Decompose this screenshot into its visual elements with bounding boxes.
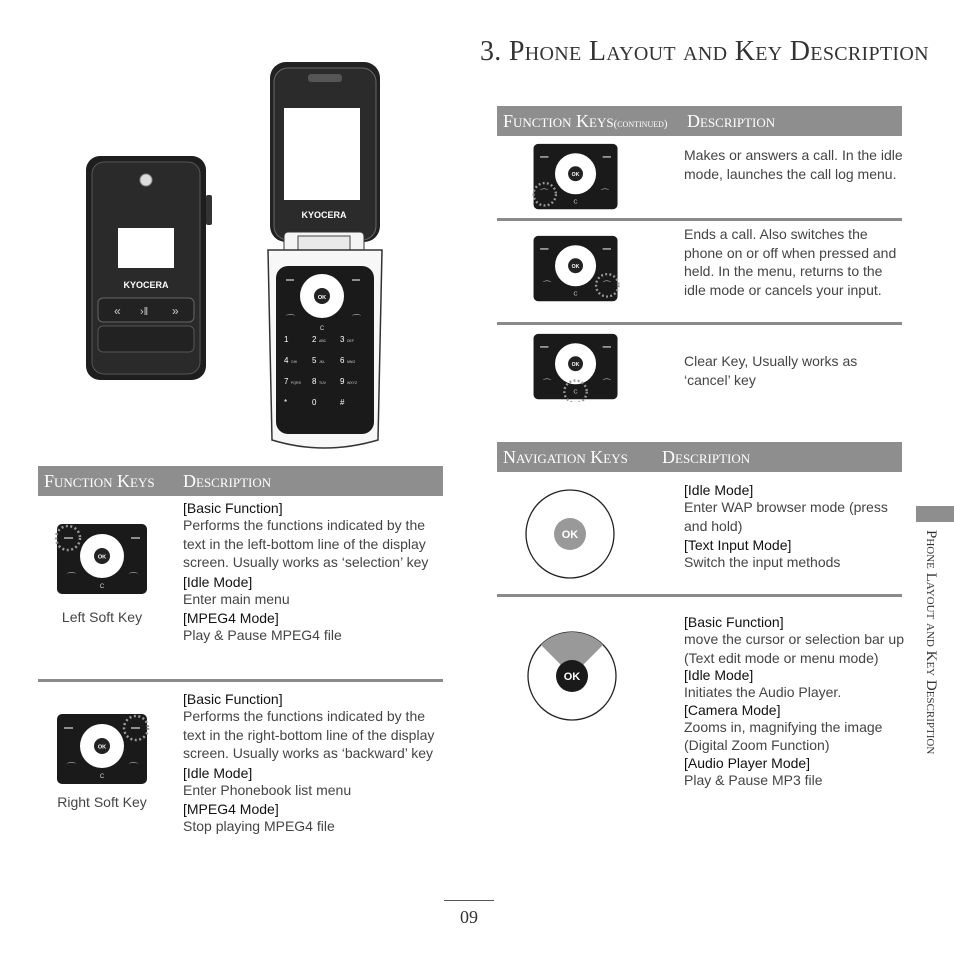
phone-open-illustration xyxy=(264,60,389,455)
keypad-letters-9: WXYZ xyxy=(347,381,358,385)
function-keys-continued-header: Function Keys(continued) Description xyxy=(497,106,902,136)
svg-text:»: » xyxy=(172,304,179,318)
clear-key-image xyxy=(531,332,621,407)
keypad-key-1: 1 xyxy=(284,335,289,344)
keypad-letters-4: GHI xyxy=(291,360,298,364)
nav-up-key-description: [Basic Function] move the cursor or selection bar up (Text edit mode or menu mode) [Idle Mode] Initiates the Audio Player. [Camera Mode] Zooms in, magnifying the image (Digital Zoom Function) [Audio Player Mode] Play & Pause MP3 file xyxy=(684,614,904,788)
page-title: 3. Phone Layout and Key Description xyxy=(480,36,929,67)
svg-text:OK: OK xyxy=(561,529,579,541)
left-soft-key-image xyxy=(55,522,150,602)
right-soft-key-image xyxy=(55,712,150,792)
svg-text:C: C xyxy=(99,584,105,590)
phone-closed-illustration xyxy=(80,150,215,390)
keypad-key-8: 8 xyxy=(312,377,317,386)
left-soft-key-caption: Left Soft Key xyxy=(61,609,143,625)
svg-text:OK: OK xyxy=(571,264,580,271)
keypad-key-9: 9 xyxy=(340,377,345,386)
nav-ok-key-image xyxy=(524,488,616,585)
svg-text:⌒: ⌒ xyxy=(542,280,552,291)
svg-text:⌒: ⌒ xyxy=(542,378,552,389)
keypad-letters-2: ABC xyxy=(319,339,327,343)
svg-text:⌒: ⌒ xyxy=(352,314,362,324)
side-tab-label: Phone Layout and Key Description xyxy=(923,530,939,755)
nav-table-divider xyxy=(497,594,902,597)
svg-text:OK: OK xyxy=(571,172,580,179)
svg-text:⌒: ⌒ xyxy=(600,188,610,199)
svg-text:⌒: ⌒ xyxy=(602,280,611,291)
svg-text:«: « xyxy=(114,304,121,318)
svg-text:⌒: ⌒ xyxy=(67,572,77,582)
keypad-key-7: 7 xyxy=(284,377,289,386)
function-table-divider-2 xyxy=(497,322,902,325)
end-key-description: Ends a call. Also switches the phone on or off when pressed and held. In the menu, returns to the idle mode or cancels your input. xyxy=(684,226,897,298)
keypad-letters-5: JKL xyxy=(319,360,326,364)
brand-logo-closed: KYOCERA xyxy=(123,280,169,290)
left-soft-key-description: [Basic Function] Performs the functions indicated by the text in the left-bottom line of the display screen. Usually works as ‘selection’ key [Idle Mode] Enter main menu [MPEG4 Mode] Play & Pause MPEG4 file xyxy=(183,500,429,643)
svg-text:⌒: ⌒ xyxy=(286,314,296,324)
send-key-image xyxy=(531,142,621,217)
keypad-key-0: 0 xyxy=(312,398,317,407)
right-soft-key-description: [Basic Function] Performs the functions indicated by the text in the right-bottom line of the display screen. Usually works as ‘backward’ key [Idle Mode] Enter Phonebook list menu [MPEG4 Mode] Stop playing MPEG4 file xyxy=(183,691,435,834)
keypad-letters-8: TUV xyxy=(319,381,326,385)
svg-text:C: C xyxy=(99,774,105,780)
svg-text:⌒: ⌒ xyxy=(67,762,77,772)
svg-text:C: C xyxy=(319,326,325,332)
svg-text:C: C xyxy=(573,291,578,298)
brand-logo-open: KYOCERA xyxy=(301,210,347,220)
svg-text:OK: OK xyxy=(97,744,107,751)
keypad-key-3: 3 xyxy=(340,335,345,344)
left-table-header: Function Keys Description xyxy=(38,466,443,496)
right-soft-key-caption: Right Soft Key xyxy=(57,794,147,810)
svg-text:C: C xyxy=(573,199,578,206)
function-table-divider-1 xyxy=(497,218,902,221)
navigation-keys-header: Navigation Keys Description xyxy=(497,442,902,472)
page-number: 09 xyxy=(444,900,494,928)
keypad-key-6: 6 xyxy=(340,356,345,365)
svg-text:⌒: ⌒ xyxy=(540,188,549,199)
svg-text:›‖: ›‖ xyxy=(140,306,149,318)
svg-text:C: C xyxy=(573,389,578,396)
svg-text:⌒: ⌒ xyxy=(602,378,611,389)
svg-text:⌒: ⌒ xyxy=(129,572,139,582)
nav-ok-key-description: [Idle Mode] Enter WAP browser mode (press and hold) [Text Input Mode] Switch the input methods xyxy=(684,482,888,570)
svg-text:OK: OK xyxy=(563,671,581,683)
keypad-letters-3: DEF xyxy=(347,339,354,343)
nav-up-key-image xyxy=(526,630,618,727)
end-key-image xyxy=(531,234,621,309)
clear-key-description: Clear Key, Usually works as ‘cancel’ key xyxy=(684,353,858,388)
keypad-letters-6: MNO xyxy=(347,360,356,364)
svg-text:OK: OK xyxy=(97,554,107,561)
keypad-letters-7: PQRS xyxy=(291,381,301,385)
side-tab-marker xyxy=(916,506,954,522)
left-table-divider xyxy=(38,679,443,682)
keypad-key-5: 5 xyxy=(312,356,317,365)
svg-text:OK: OK xyxy=(317,295,327,301)
keypad-key-#: # xyxy=(340,398,345,407)
send-key-description: Makes or answers a call. In the idle mode, launches the call log menu. xyxy=(684,147,903,182)
keypad-key-*: * xyxy=(284,398,288,407)
svg-text:OK: OK xyxy=(571,362,580,369)
svg-text:⌒: ⌒ xyxy=(129,762,139,772)
keypad-key-2: 2 xyxy=(312,335,317,344)
keypad-key-4: 4 xyxy=(284,356,289,365)
